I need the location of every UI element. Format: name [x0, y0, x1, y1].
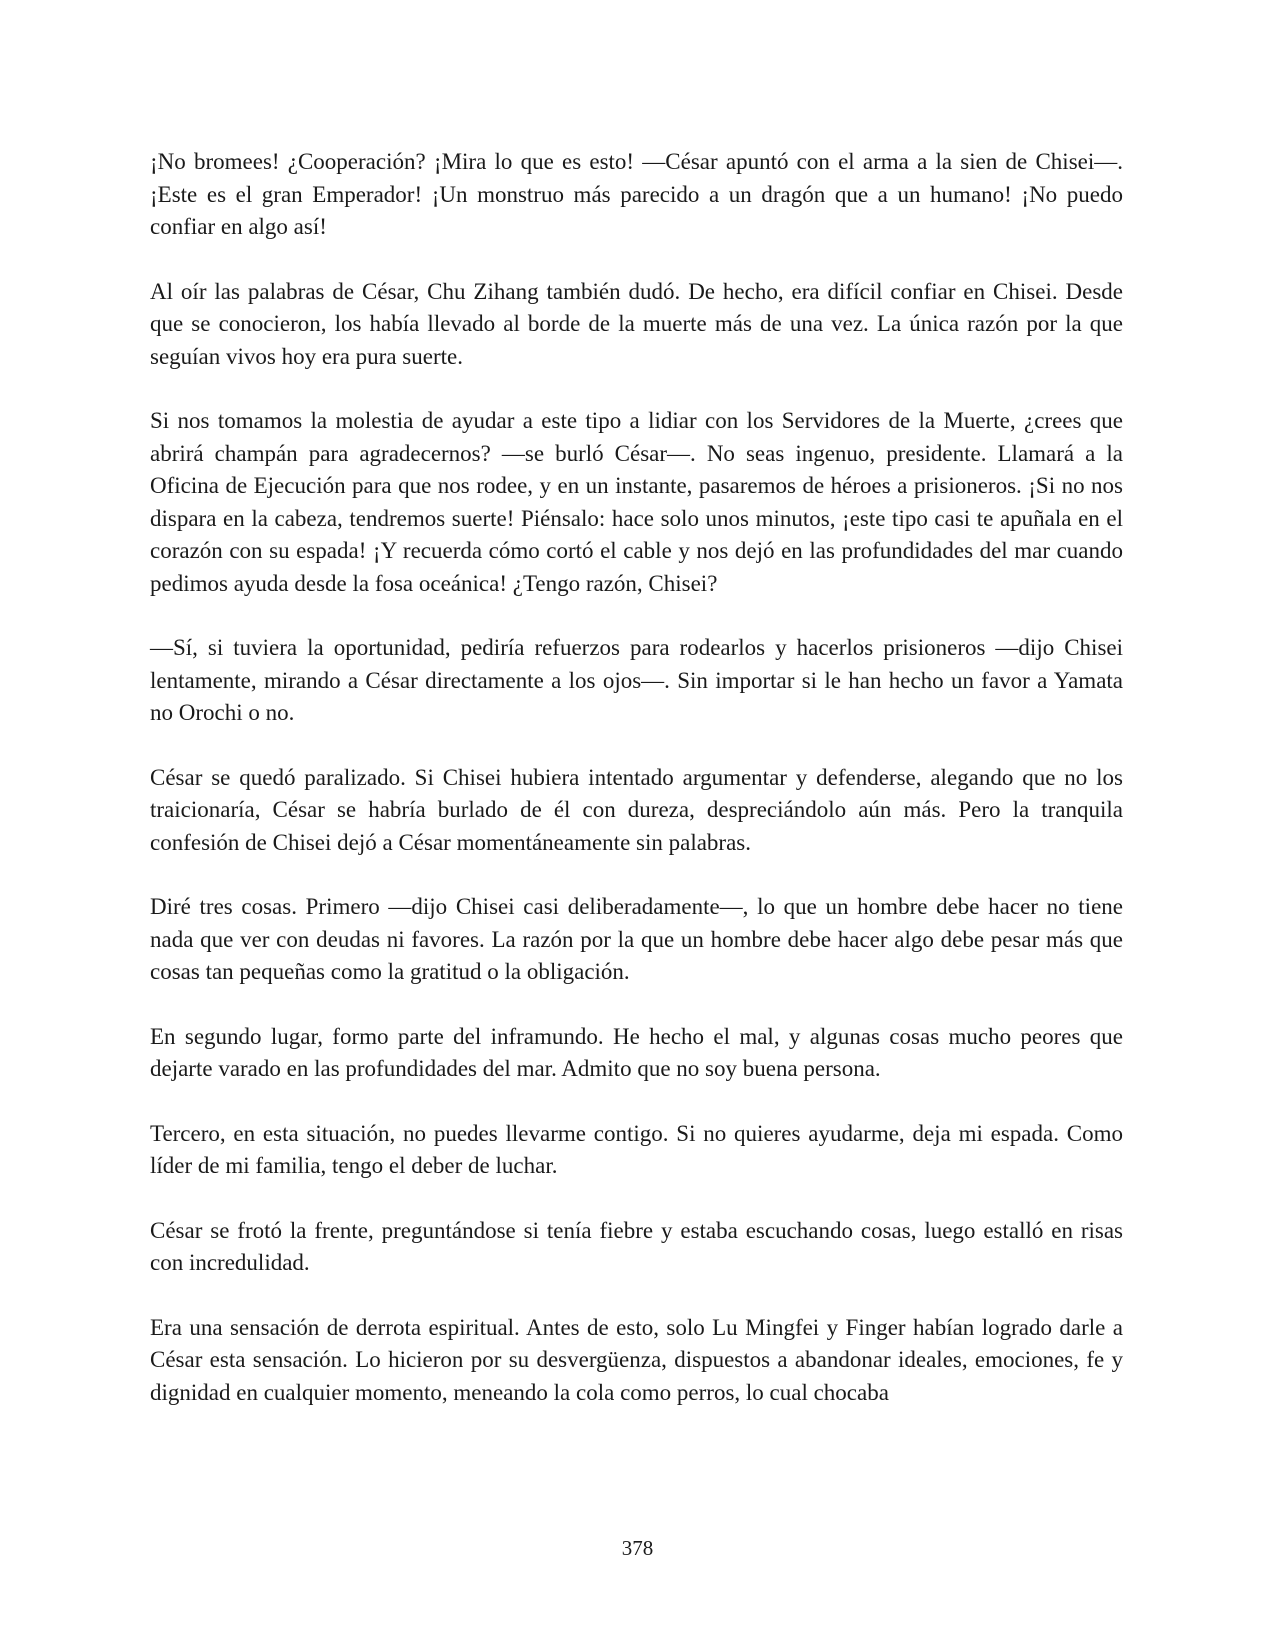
paragraph-7: En segundo lugar, formo parte del inframundo. He hecho el mal, y algunas cosas mucho peores que dejarte varado en las profundidades del mar. Admito que no soy buena persona.	[150, 1023, 1123, 1081]
page-body	[150, 146, 1123, 1441]
paragraph-4: —Sí, si tuviera la oportunidad, pediría refuerzos para rodearlos y hacerlos prisioneros —dijo Chisei lentamente, mirando a César directamente a los ojos—. Sin importar si le han hecho un favor a Yamata no Orochi o no.	[150, 635, 1123, 725]
paragraph-10: Era una sensación de derrota espiritual. Antes de esto, solo Lu Mingfei y Finger habían logrado darle a César esta sensación. Lo hicieron por su desvergüenza, dispuestos a abandonar ideales, emociones, fe y dignidad en cualquier momento, meneando la cola como perros, lo cual chocaba	[150, 1314, 1123, 1405]
paragraph-9: César se frotó la frente, preguntándose si tenía fiebre y estaba escuchando cosas, luego estalló en risas con incredulidad.	[150, 1217, 1123, 1275]
paragraph-1: ¡No bromees! ¿Cooperación? ¡Mira lo que es esto! —César apuntó con el arma a la sien de Chisei—. ¡Este es el gran Emperador! ¡Un monstruo más parecido a un dragón que a un humano! ¡No puedo confiar en algo así!	[150, 149, 1123, 239]
page-number: 378	[621, 1536, 654, 1560]
paragraph-2: Al oír las palabras de César, Chu Zihang también dudó. De hecho, era difícil confiar en Chisei. Desde que se conocieron, los había llevado al borde de la muerte más de una vez. La única razón por la que seguían vivos hoy era pura suerte.	[150, 278, 1123, 369]
paragraph-3: Si nos tomamos la molestia de ayudar a este tipo a lidiar con los Servidores de la Muerte, ¿crees que abrirá champán para agradecernos? —se burló César—. No seas ingenuo, presidente. Llamará a la Oficina de Ejecución para que nos rodee, y en un instante, pasaremos de héroes a prisioneros. ¡Si no nos dispara en la cabeza, tendremos suerte! Piénsalo: hace solo unos minutos, ¡este tipo casi te apuñala en el corazón con su espada! ¡Y recuerda cómo cortó el cable y nos dejó en las profundidades del mar cuando pedimos ayuda desde la fosa oceánica! ¿Tengo razón, Chisei?	[150, 408, 1123, 596]
paragraph-8: Tercero, en esta situación, no puedes llevarme contigo. Si no quieres ayudarme, deja mi espada. Como líder de mi familia, tengo el deber de luchar.	[150, 1120, 1123, 1178]
paragraph-6: Diré tres cosas. Primero —dijo Chisei casi deliberadamente—, lo que un hombre debe hacer no tiene nada que ver con deudas ni favores. La razón por la que un hombre debe hacer algo debe pesar más que cosas tan pequeñas como la gratitud o la obligación.	[150, 894, 1123, 984]
paragraph-5: César se quedó paralizado. Si Chisei hubiera intentado argumentar y defenderse, alegando que no los traicionaría, César se habría burlado de él con dureza, despreciándolo aún más. Pero la tranquila confesión de Chisei dejó a César momentáneamente sin palabras.	[150, 764, 1123, 855]
